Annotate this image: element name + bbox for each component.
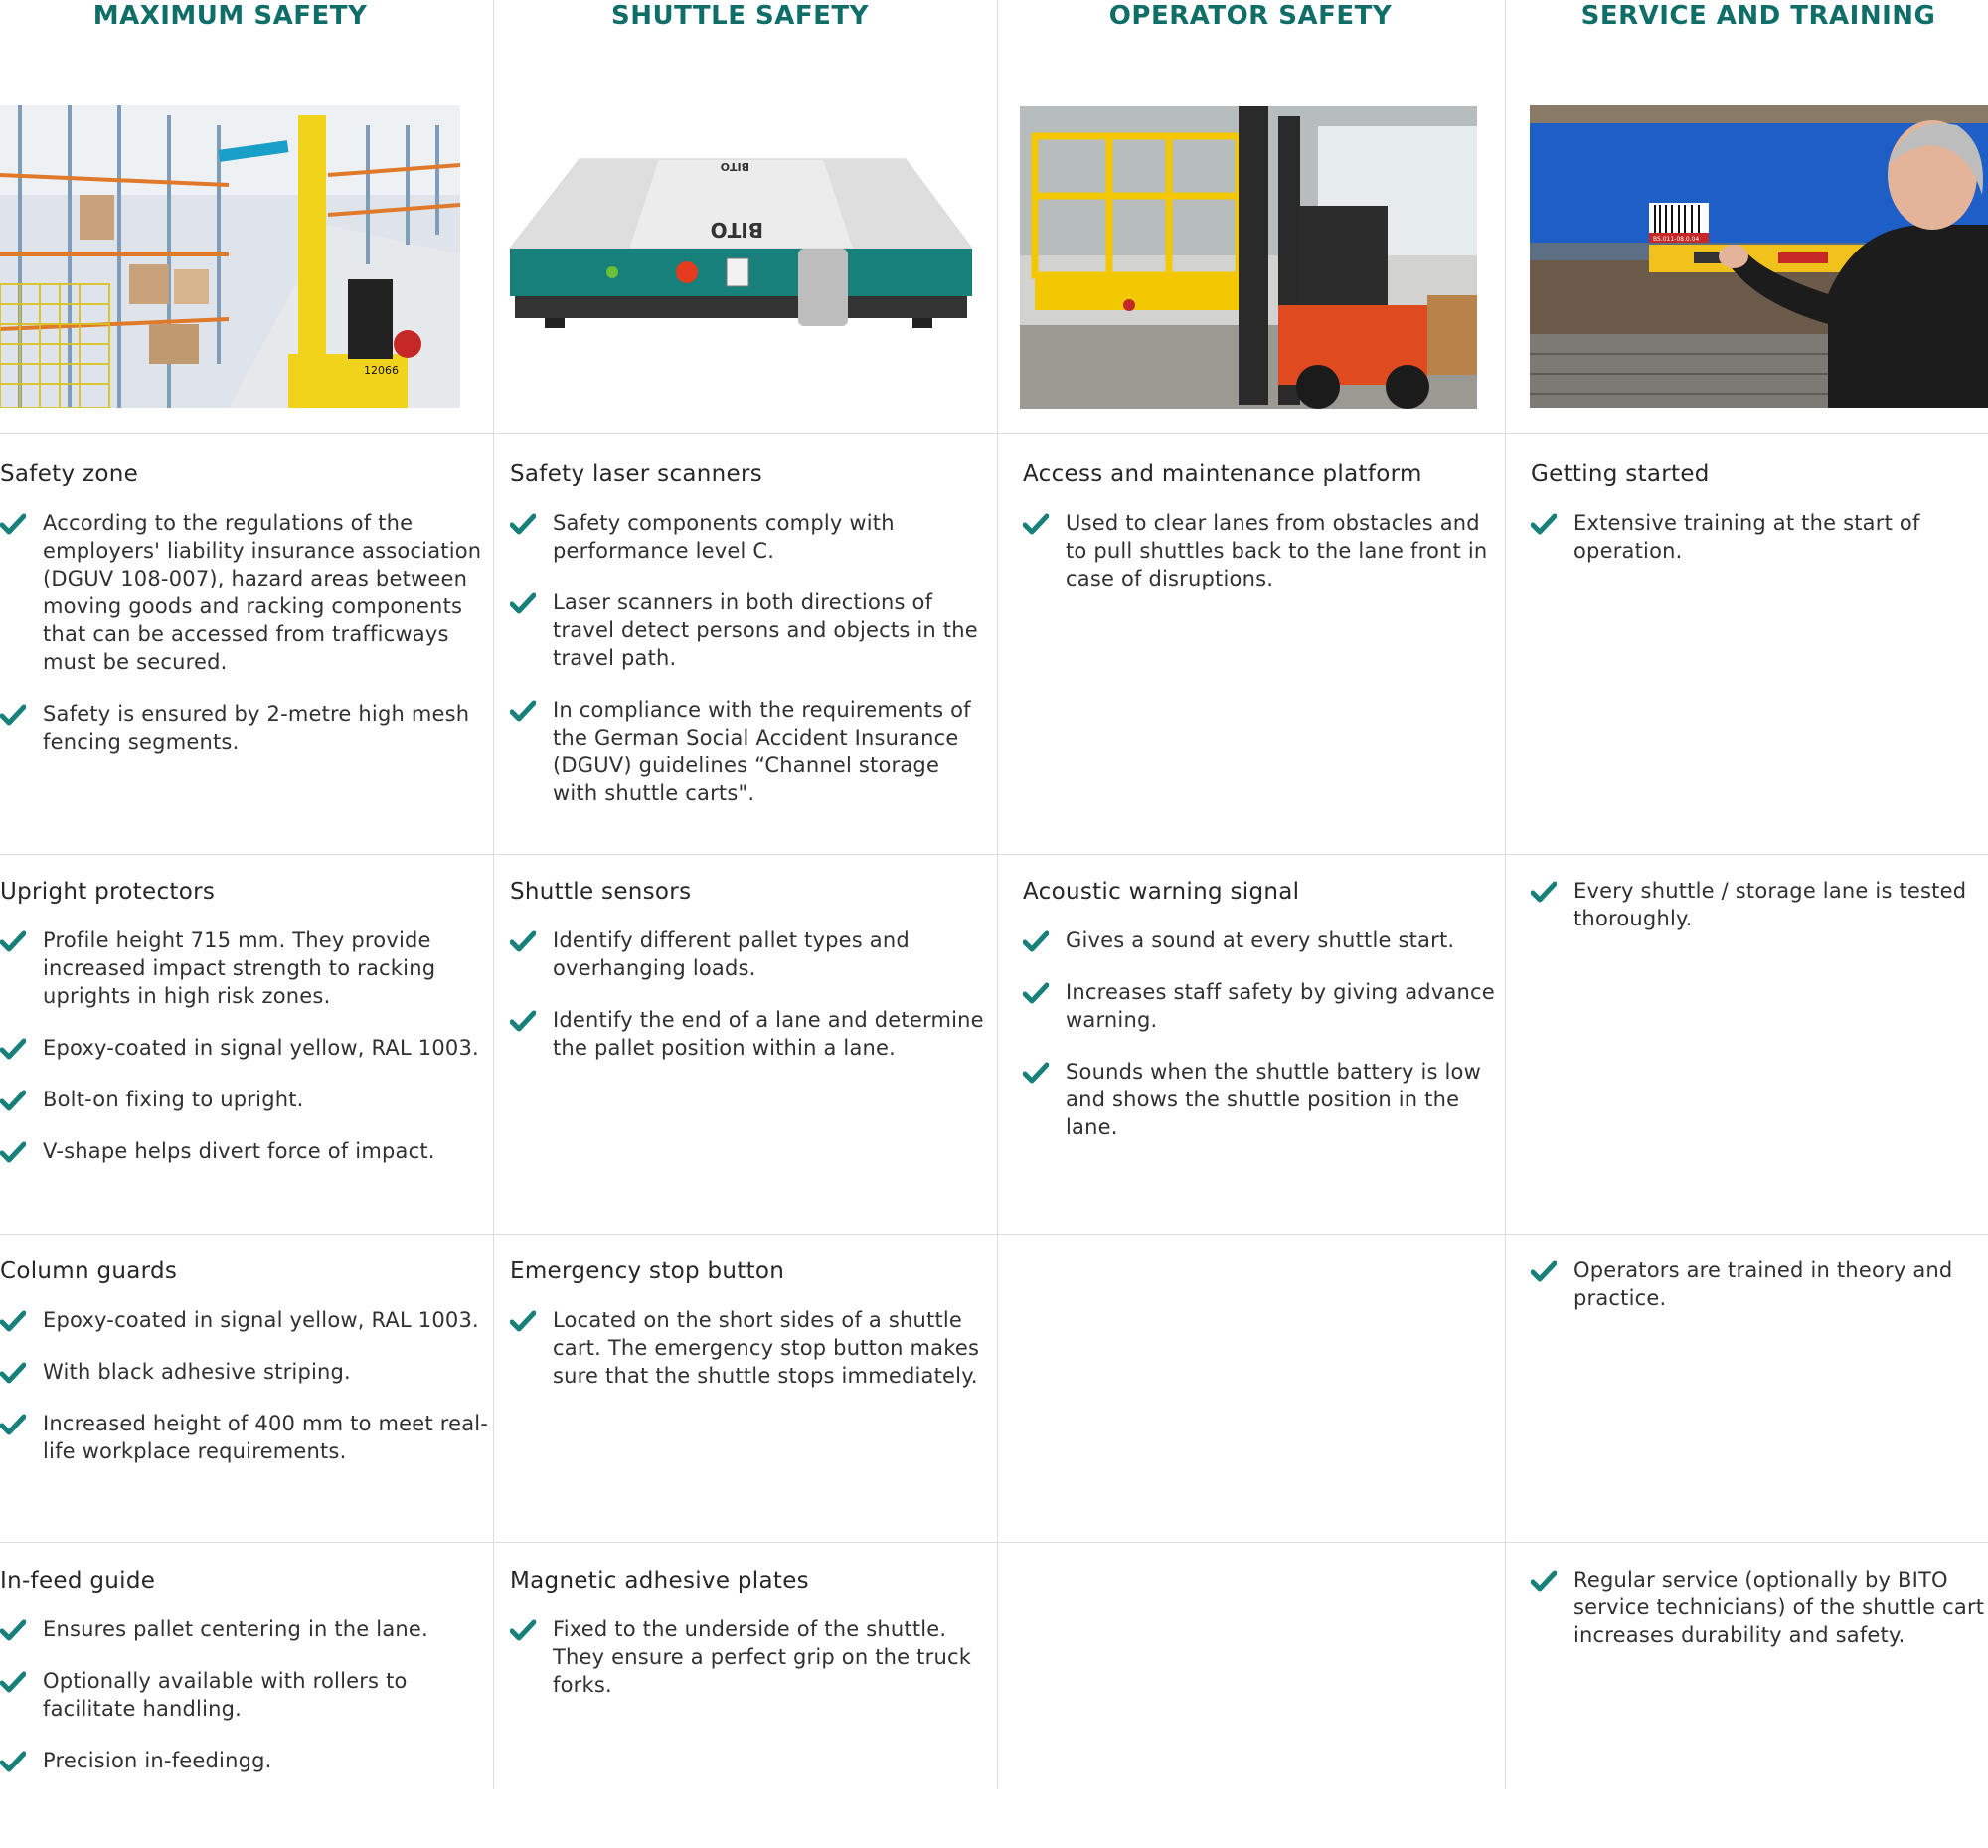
feature-cell	[0, 877, 492, 1189]
checkmark-icon	[1531, 1570, 1557, 1592]
feature-item	[0, 1747, 492, 1774]
checkmark-icon	[0, 513, 26, 535]
feature-list	[510, 509, 987, 807]
feature-cell	[510, 1566, 987, 1723]
feature-item	[1023, 926, 1500, 954]
forklift-platform-photo	[1020, 106, 1477, 409]
feature-item	[1023, 1058, 1500, 1141]
feature-title: Upright protectors	[0, 879, 216, 905]
feature-item	[0, 1667, 492, 1723]
feature-item	[1023, 978, 1500, 1034]
feature-item-text: Laser scanners in both directions of travel detect persons and objects in the travel path.	[553, 590, 978, 670]
feature-item-text: Profile height 715 mm. They provide increased impact strength to racking uprights in high risk zones.	[43, 928, 436, 1008]
column-divider	[493, 0, 494, 1789]
feature-item-text: Bolt-on fixing to upright.	[43, 1088, 304, 1111]
checkmark-icon	[0, 1090, 26, 1111]
checkmark-icon	[1023, 930, 1049, 952]
feature-item-text: Epoxy-coated in signal yellow, RAL 1003.	[43, 1036, 479, 1060]
feature-item	[1531, 877, 1988, 932]
feature-item	[0, 926, 492, 1010]
technician-service-photo	[1530, 105, 1988, 408]
checkmark-icon	[0, 1619, 26, 1641]
feature-item	[1531, 509, 1988, 565]
feature-cell	[1531, 459, 1988, 588]
checkmark-icon	[1023, 513, 1049, 535]
feature-list	[0, 926, 492, 1165]
feature-title: Getting started	[1531, 461, 1710, 487]
checkmark-icon	[0, 1362, 26, 1384]
feature-item-text: Ensures pallet centering in the lane.	[43, 1617, 428, 1641]
feature-item	[1023, 509, 1500, 592]
checkmark-icon	[0, 1414, 26, 1435]
feature-item-text: V-shape helps divert force of impact.	[43, 1139, 435, 1163]
feature-list	[0, 509, 492, 756]
feature-list	[1531, 877, 1988, 932]
feature-item	[0, 1615, 492, 1643]
feature-item-text: Located on the short sides of a shuttle cart. The emergency stop button makes sure that the shuttle stops immediately.	[553, 1308, 980, 1388]
feature-title: In-feed guide	[0, 1568, 156, 1594]
feature-cell	[0, 1566, 492, 1798]
feature-item-text: According to the regulations of the employers' liability insurance association (DGUV 108-007), hazard areas between moving goods and racking components that can be accessed from trafficways must be secured.	[43, 511, 482, 674]
feature-cell	[510, 459, 987, 831]
feature-item	[0, 1086, 492, 1113]
checkmark-icon	[0, 1671, 26, 1693]
feature-item-text: In compliance with the requirements of the German Social Accident Insurance (DGUV) guidelines “Channel storage with shuttle carts".	[553, 698, 971, 805]
checkmark-icon	[510, 1619, 536, 1641]
feature-item	[510, 1615, 987, 1699]
column-header-operator-safety: OPERATOR SAFETY	[1108, 1, 1393, 31]
column-header-shuttle-safety: SHUTTLE SAFETY	[611, 1, 869, 31]
checkmark-icon	[0, 1310, 26, 1332]
checkmark-icon	[510, 592, 536, 614]
feature-item	[0, 1034, 492, 1062]
feature-item-text: With black adhesive striping.	[43, 1360, 351, 1384]
feature-item-text: Identify the end of a lane and determine the pallet position within a lane.	[553, 1008, 984, 1060]
feature-title: Emergency stop button	[510, 1259, 785, 1284]
feature-title: Magnetic adhesive plates	[510, 1568, 809, 1594]
feature-title: Acoustic warning signal	[1023, 879, 1300, 905]
shuttle-logo-front: BITO	[710, 218, 763, 242]
feature-item	[0, 1306, 492, 1334]
checkmark-icon	[510, 1010, 536, 1032]
feature-item-text: Optionally available with rollers to facilitate handling.	[43, 1669, 408, 1721]
feature-item-text: Identify different pallet types and overhanging loads.	[553, 928, 910, 980]
checkmark-icon	[0, 1751, 26, 1772]
row-divider	[0, 854, 1988, 855]
feature-list	[1023, 926, 1500, 1141]
checkmark-icon	[0, 704, 26, 726]
feature-item	[510, 509, 987, 565]
checkmark-icon	[0, 1038, 26, 1060]
feature-item	[510, 1306, 987, 1390]
row-divider	[0, 1542, 1988, 1543]
feature-item	[510, 588, 987, 672]
checkmark-icon	[510, 930, 536, 952]
feature-cell	[1023, 459, 1500, 616]
column-divider	[1505, 0, 1506, 1789]
checkmark-icon	[1023, 982, 1049, 1004]
row-divider	[0, 1234, 1988, 1235]
feature-item	[510, 926, 987, 982]
checkmark-icon	[1531, 1260, 1557, 1282]
feature-item-text: Every shuttle / storage lane is tested thoroughly.	[1574, 879, 1967, 930]
feature-list	[1531, 1566, 1988, 1649]
feature-item	[0, 1358, 492, 1386]
feature-item-text: Operators are trained in theory and practice.	[1574, 1259, 1953, 1310]
feature-cell	[1531, 1566, 1988, 1673]
feature-item	[0, 1137, 492, 1165]
checkmark-icon	[1531, 513, 1557, 535]
checkmark-icon	[1531, 881, 1557, 903]
column-divider	[997, 0, 998, 1789]
checkmark-icon	[1023, 1062, 1049, 1084]
shuttle-logo-top: BITO	[720, 160, 749, 173]
feature-list	[0, 1615, 492, 1774]
checkmark-icon	[510, 513, 536, 535]
feature-item	[510, 696, 987, 807]
scanner-label: BS.011-08.0.04	[1653, 236, 1700, 243]
feature-cell	[510, 877, 987, 1086]
shuttle-cart-photo	[510, 149, 972, 338]
feature-item-text: Increased height of 400 mm to meet real-life workplace requirements.	[43, 1412, 489, 1463]
feature-item	[1531, 1566, 1988, 1649]
warehouse-racking-photo	[0, 105, 460, 408]
checkmark-icon	[510, 700, 536, 722]
feature-item-text: Regular service (optionally by BITO service technicians) of the shuttle cart increases durability and safety.	[1574, 1568, 1985, 1647]
feature-cell	[1531, 877, 1988, 956]
feature-list	[510, 926, 987, 1062]
feature-item-text: Increases staff safety by giving advance warning.	[1066, 980, 1495, 1032]
pallet-truck-number: 12066	[364, 364, 399, 377]
feature-title: Shuttle sensors	[510, 879, 692, 905]
checkmark-icon	[0, 1141, 26, 1163]
feature-item-text: Epoxy-coated in signal yellow, RAL 1003.	[43, 1308, 479, 1332]
feature-item-text: Safety components comply with performance level C.	[553, 511, 895, 563]
feature-title: Access and maintenance platform	[1023, 461, 1422, 487]
feature-cell	[0, 459, 492, 779]
feature-list	[510, 1615, 987, 1699]
feature-title: Column guards	[0, 1259, 178, 1284]
feature-item-text: Sounds when the shuttle battery is low and shows the shuttle position in the lane.	[1066, 1060, 1481, 1139]
feature-item	[510, 1006, 987, 1062]
feature-title: Safety laser scanners	[510, 461, 763, 487]
feature-list	[0, 1306, 492, 1465]
feature-item	[0, 700, 492, 756]
feature-item-text: Extensive training at the start of operation.	[1574, 511, 1920, 563]
checkmark-icon	[510, 1310, 536, 1332]
feature-item-text: Safety is ensured by 2-metre high mesh fencing segments.	[43, 702, 470, 754]
feature-cell	[1531, 1257, 1988, 1336]
column-header-maximum-safety: MAXIMUM SAFETY	[92, 1, 368, 31]
feature-list	[510, 1306, 987, 1390]
feature-cell	[510, 1257, 987, 1414]
feature-cell	[0, 1257, 492, 1489]
feature-list	[1531, 1257, 1988, 1312]
feature-item-text: Precision in-feedingg.	[43, 1749, 272, 1772]
feature-item	[0, 509, 492, 676]
feature-item-text: Used to clear lanes from obstacles and to pull shuttles back to the lane front in case of disruptions.	[1066, 511, 1488, 590]
feature-item-text: Gives a sound at every shuttle start.	[1066, 928, 1455, 952]
feature-title: Safety zone	[0, 461, 139, 487]
feature-item-text: Fixed to the underside of the shuttle. They ensure a perfect grip on the truck forks.	[553, 1617, 972, 1697]
feature-list	[1531, 509, 1988, 565]
feature-item	[0, 1410, 492, 1465]
feature-cell	[1023, 877, 1500, 1165]
column-header-service-and-training: SERVICE AND TRAINING	[1580, 1, 1936, 31]
feature-item	[1531, 1257, 1988, 1312]
feature-list	[1023, 509, 1500, 592]
checkmark-icon	[0, 930, 26, 952]
row-divider	[0, 433, 1988, 434]
